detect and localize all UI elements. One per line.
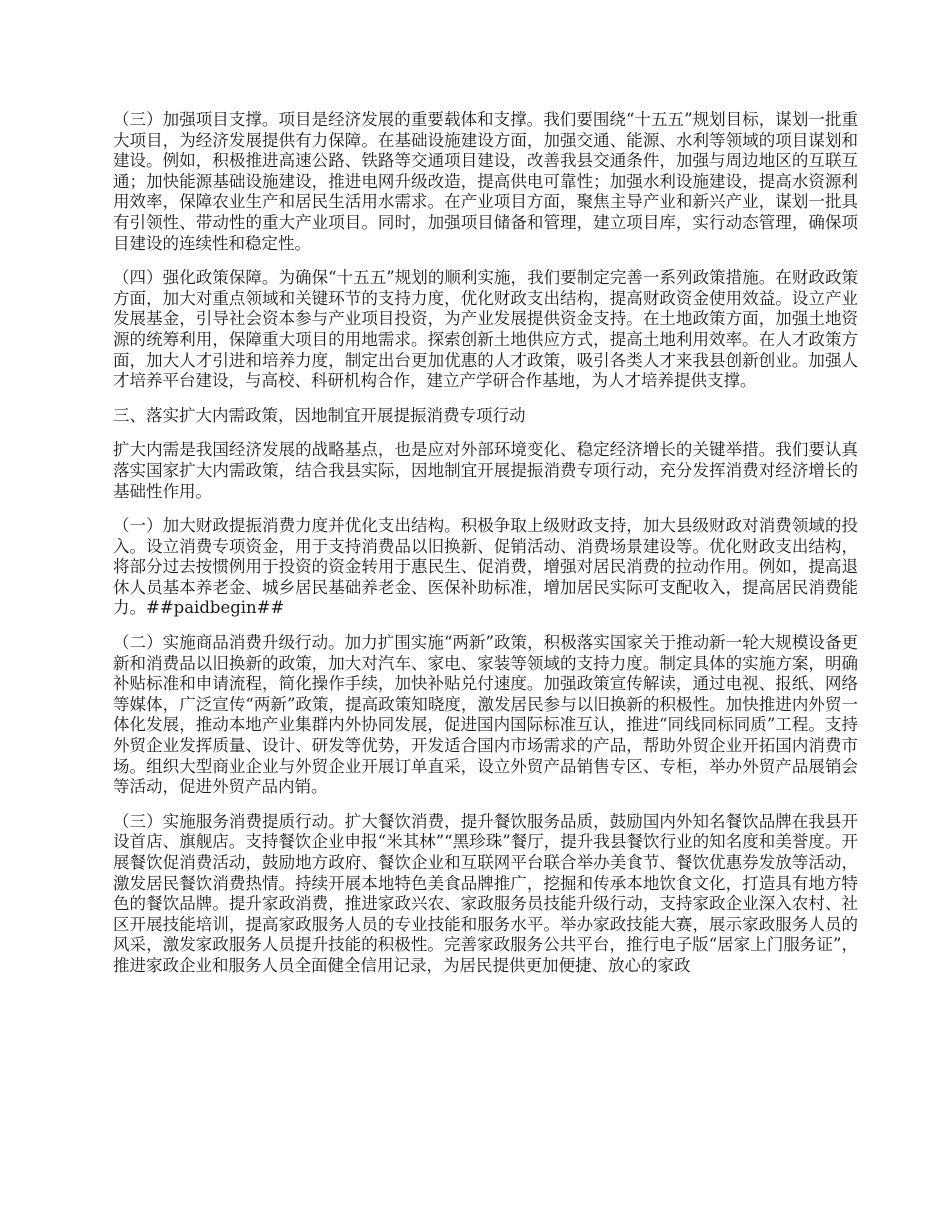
paragraph-service-consumption: （三）实施服务消费提质行动。扩大餐饮消费，提升餐饮服务品质，鼓励国内外知名餐饮品牌在我县开设首店、旗舰店。支持餐饮企业申报“米其林”“黑珍珠”餐厅，提升我县餐饮行业的知名度和美誉度。开展餐饮促消费活动，鼓励地方政府、餐饮企业和互联网平台联合举办美食节、餐饮优惠券发放等活动，激发居民餐饮消费热情。持续开展本地特色美食品牌推广，挖掘和传承本地饮食文化，打造具有地方特色的餐饮品牌。提升家政消费，推进家政兴农、家政服务员技能升级行动，支持家政企业深入农村、社区开展技能培训，提高家政服务人员的专业技能和服务水平。举办家政技能大赛，展示家政服务人员的风采，激发家政服务人员提升技能的积极性。完善家政服务公共平台，推行电子版“居家上门服务证”，推进家政企业和服务人员全面健全信用记录，为居民提供更加便捷、放心的家政 xyxy=(113,811,858,975)
section-heading-domestic-demand: 三、落实扩大内需政策，因地制宜开展提振消费专项行动 xyxy=(113,405,526,425)
paragraph-domestic-demand-intro: 扩大内需是我国经济发展的战略基点，也是应对外部环境变化、稳定经济增长的关键举措。我们要认真落实国家扩大内需政策，结合我县实际，因地制宜开展提振消费专项行动，充分发挥消费对经济增长的基础性作用。 xyxy=(113,440,858,501)
paragraph-goods-consumption: （二）实施商品消费升级行动。加力扩围实施“两新”政策，积极落实国家关于推动新一轮大规模设备更新和消费品以旧换新的政策，加大对汽车、家电、家装等领域的支持力度。制定具体的实施方案，明确补贴标准和申请流程，简化操作手续，加快补贴兑付速度。加强政策宣传解读，通过电视、报纸、网络等媒体，广泛宣传“两新”政策，提高政策知晓度，激发居民参与以旧换新的积极性。加快推进内外贸一体化发展，推动本地产业集群内外协同发展，促进国内国际标准互认，推进“同线同标同质”工程。支持外贸企业发挥质量、设计、研发等优势，开发适合国内市场需求的产品，帮助外贸企业开拓国内消费市场。组织大型商业企业与外贸企业开展订单直采，设立外贸产品销售专区、专柜，举办外贸产品展销会等活动，促进外贸产品内销。 xyxy=(113,633,858,797)
paragraph-policy-guarantee: （四）强化政策保障。为确保“十五五”规划的顺利实施，我们要制定完善一系列政策措施。在财政政策方面，加大对重点领域和关键环节的支持力度，优化财政支出结构，提高财政资金使用效益。设立产业发展基金，引导社会资本参与产业项目投资，为产业发展提供资金支持。在土地政策方面，加强土地资源的统筹利用，保障重大项目的用地需求。探索创新土地供应方式，提高土地利用效率。在人才政策方面，加大人才引进和培养力度，制定出台更加优惠的人才政策，吸引各类人才来我县创新创业。加强人才培养平台建设，与高校、科研机构合作，建立产学研合作基地，为人才培养提供支撑。 xyxy=(113,268,858,391)
paragraph-project-support: （三）加强项目支撑。项目是经济发展的重要载体和支撑。我们要围绕“十五五”规划目标，谋划一批重大项目，为经济发展提供有力保障。在基础设施建设方面，加强交通、能源、水利等领域的项目谋划和建设。例如，积极推进高速公路、铁路等交通项目建设，改善我县交通条件，加强与周边地区的互联互通；加快能源基础设施建设，推进电网升级改造，提高供电可靠性；加强水利设施建设，提高水资源利用效率，保障农业生产和居民生活用水需求。在产业项目方面，聚焦主导产业和新兴产业，谋划一批具有引领性、带动性的重大产业项目。同时，加强项目储备和管理，建立项目库，实行动态管理，确保项目建设的连续性和稳定性。 xyxy=(113,110,858,253)
paragraph-fiscal-consumption: （一）加大财政提振消费力度并优化支出结构。积极争取上级财政支持，加大县级财政对消费领域的投入。设立消费专项资金，用于支持消费品以旧换新、促销活动、消费场景建设等。优化财政支出结构，将部分过去按惯例用于投资的资金转用于惠民生、促消费，增强对居民消费的拉动作用。例如，提高退休人员基本养老金、城乡居民基础养老金、医保补助标准，增加居民实际可支配收入，提高居民消费能力。##paidbegin## xyxy=(113,516,858,618)
document-body xyxy=(113,110,858,991)
